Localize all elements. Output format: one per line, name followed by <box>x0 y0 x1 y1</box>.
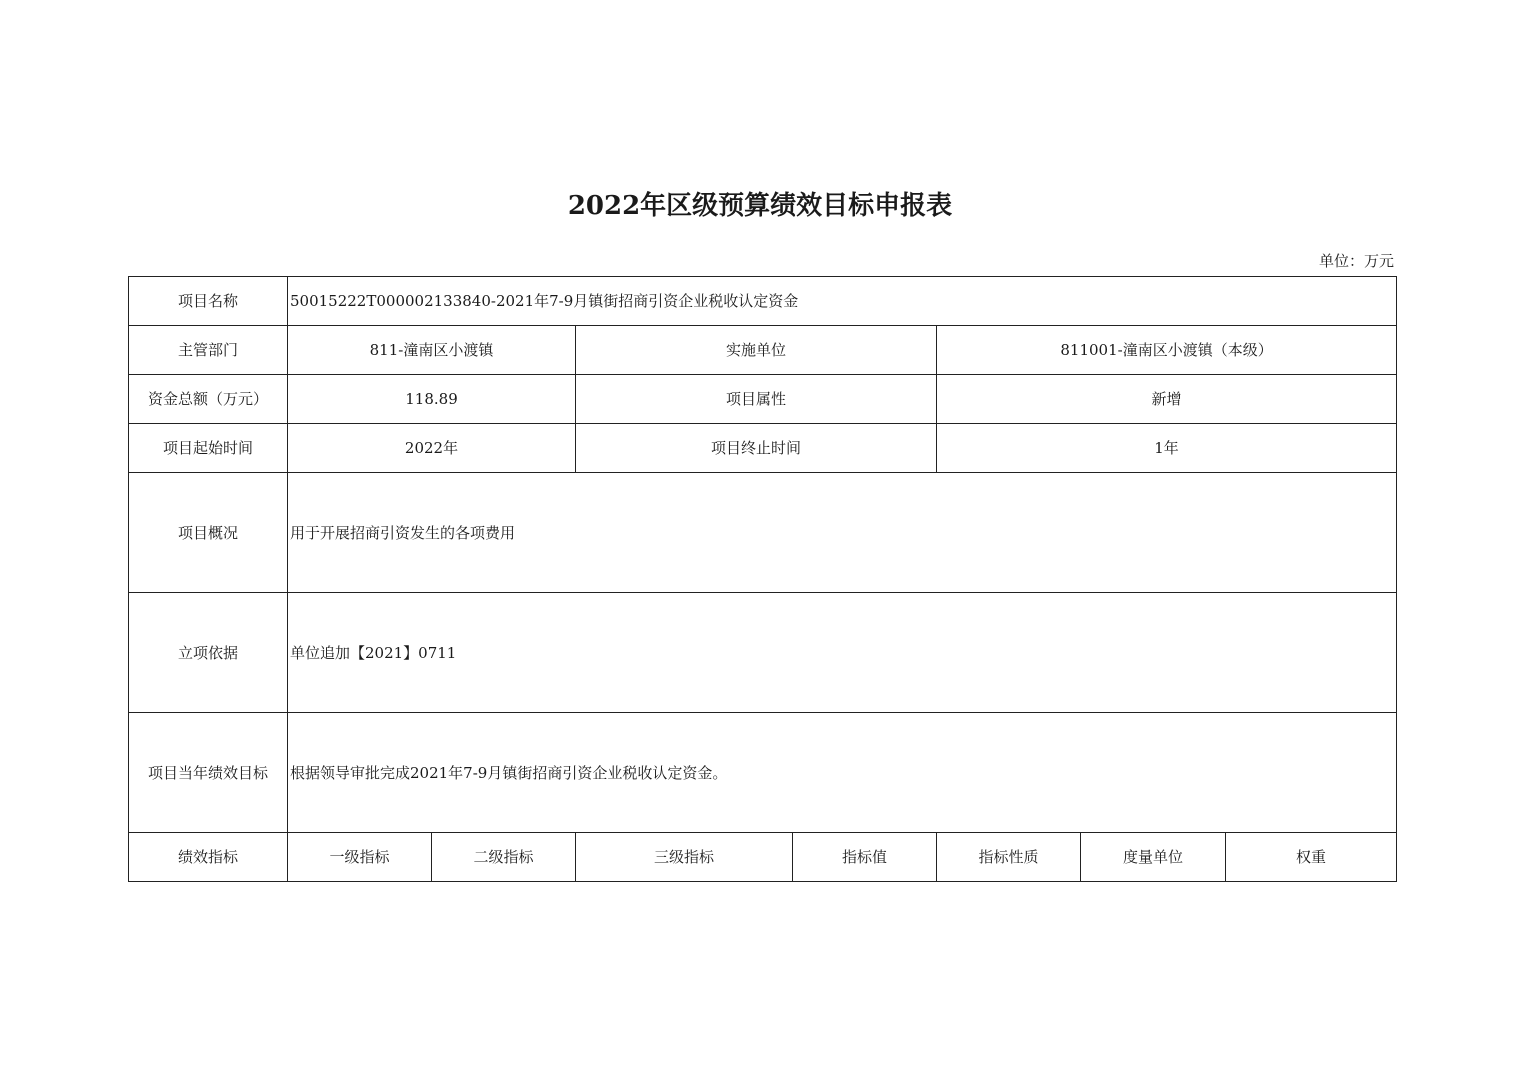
row-funds <box>129 375 1397 424</box>
header-indicator-value: 指标值 <box>793 833 937 882</box>
header-level2: 二级指标 <box>432 833 576 882</box>
value-implementing-unit: 811001-潼南区小渡镇（本级） <box>937 326 1397 375</box>
row-period <box>129 424 1397 473</box>
row-project-name <box>129 277 1397 326</box>
budget-form-table <box>128 276 1397 882</box>
value-end-time: 1年 <box>937 424 1397 473</box>
unit-label: 单位：万元 <box>1318 252 1394 270</box>
value-project-name: 50015222T000002133840-2021年7-9月镇街招商引资企业税收认定资金 <box>288 277 1397 326</box>
row-indicator-header <box>129 833 1397 882</box>
value-project-attribute: 新增 <box>937 375 1397 424</box>
value-start-time: 2022年 <box>288 424 576 473</box>
value-goal: 根据领导审批完成2021年7-9月镇街招商引资企业税收认定资金。 <box>288 713 1397 833</box>
header-level1: 一级指标 <box>288 833 432 882</box>
label-implementing-unit: 实施单位 <box>576 326 937 375</box>
header-measure-unit: 度量单位 <box>1081 833 1226 882</box>
label-end-time: 项目终止时间 <box>576 424 937 473</box>
page-title: 2022年区级预算绩效目标申报表 <box>567 191 953 221</box>
value-department: 811-潼南区小渡镇 <box>288 326 576 375</box>
value-basis: 单位追加【2021】0711 <box>288 593 1397 713</box>
header-indicator-nature: 指标性质 <box>937 833 1081 882</box>
value-overview: 用于开展招商引资发生的各项费用 <box>288 473 1397 593</box>
label-department: 主管部门 <box>129 326 288 375</box>
label-indicators: 绩效指标 <box>129 833 288 882</box>
label-overview: 项目概况 <box>129 473 288 593</box>
label-basis: 立项依据 <box>129 593 288 713</box>
label-total-funds: 资金总额（万元） <box>129 375 288 424</box>
label-project-attribute: 项目属性 <box>576 375 937 424</box>
row-overview <box>129 473 1397 593</box>
row-department <box>129 326 1397 375</box>
row-goal <box>129 713 1397 833</box>
value-total-funds: 118.89 <box>288 375 576 424</box>
header-weight: 权重 <box>1226 833 1397 882</box>
label-project-name: 项目名称 <box>129 277 288 326</box>
label-goal: 项目当年绩效目标 <box>129 713 288 833</box>
label-start-time: 项目起始时间 <box>129 424 288 473</box>
header-level3: 三级指标 <box>576 833 793 882</box>
row-basis <box>129 593 1397 713</box>
